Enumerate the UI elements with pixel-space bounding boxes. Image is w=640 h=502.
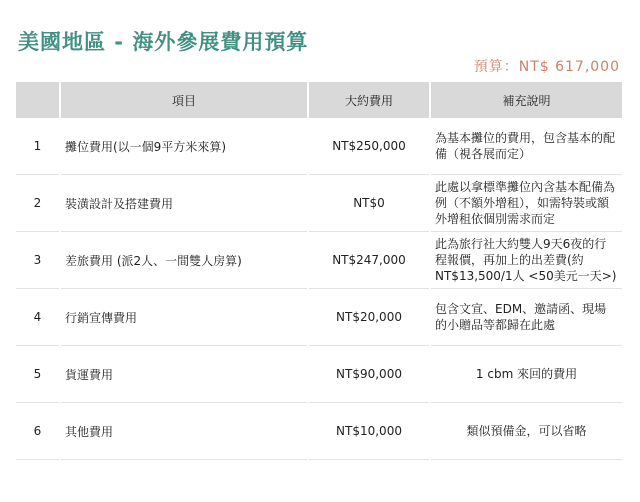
row-note: 為基本攤位的費用，包含基本的配備（視各展而定） — [430, 118, 622, 175]
table-row — [16, 232, 622, 289]
row-number: 6 — [16, 403, 60, 460]
row-note: 1 cbm 來回的費用 — [430, 346, 622, 403]
row-item: 差旅費用 (派2人、一間雙人房算) — [60, 232, 308, 289]
column-header-note: 補充說明 — [430, 82, 622, 118]
row-number: 5 — [16, 346, 60, 403]
table-row — [16, 346, 622, 403]
row-item: 裝潢設計及搭建費用 — [60, 175, 308, 232]
table-row — [16, 118, 622, 175]
table-row — [16, 289, 622, 346]
row-item: 攤位費用(以一個9平方米來算) — [60, 118, 308, 175]
row-number: 4 — [16, 289, 60, 346]
row-item: 貨運費用 — [60, 346, 308, 403]
table-row — [16, 175, 622, 232]
row-note: 包含文宣、EDM、邀請函、現場的小贈品等都歸在此處 — [430, 289, 622, 346]
row-note: 此處以拿標準攤位內含基本配備為例（不額外增租），如需特裝或額外增租依個別需求而定 — [430, 175, 622, 232]
row-number: 3 — [16, 232, 60, 289]
table-row — [16, 403, 622, 460]
column-header-cost: 大約費用 — [308, 82, 430, 118]
row-item: 行銷宣傳費用 — [60, 289, 308, 346]
row-cost: NT$247,000 — [308, 232, 430, 289]
row-cost: NT$0 — [308, 175, 430, 232]
table-header-row — [16, 82, 622, 118]
row-cost: NT$250,000 — [308, 118, 430, 175]
row-cost: NT$90,000 — [308, 346, 430, 403]
row-number: 2 — [16, 175, 60, 232]
row-cost: NT$10,000 — [308, 403, 430, 460]
budget-total: 預算：NT$ 617,000 — [473, 59, 620, 75]
row-note: 此為旅行社大約雙人9天6夜的行程報價，再加上的出差費(約NT$13,500/1人 <50美元一天>) — [430, 232, 622, 289]
budget-table — [16, 82, 622, 460]
column-header-item: 項目 — [60, 82, 308, 118]
row-note: 類似預備金，可以省略 — [430, 403, 622, 460]
row-number: 1 — [16, 118, 60, 175]
row-cost: NT$20,000 — [308, 289, 430, 346]
page-title: 美國地區 - 海外參展費用預算 — [18, 30, 309, 54]
row-item: 其他費用 — [60, 403, 308, 460]
column-header-number — [16, 82, 60, 118]
